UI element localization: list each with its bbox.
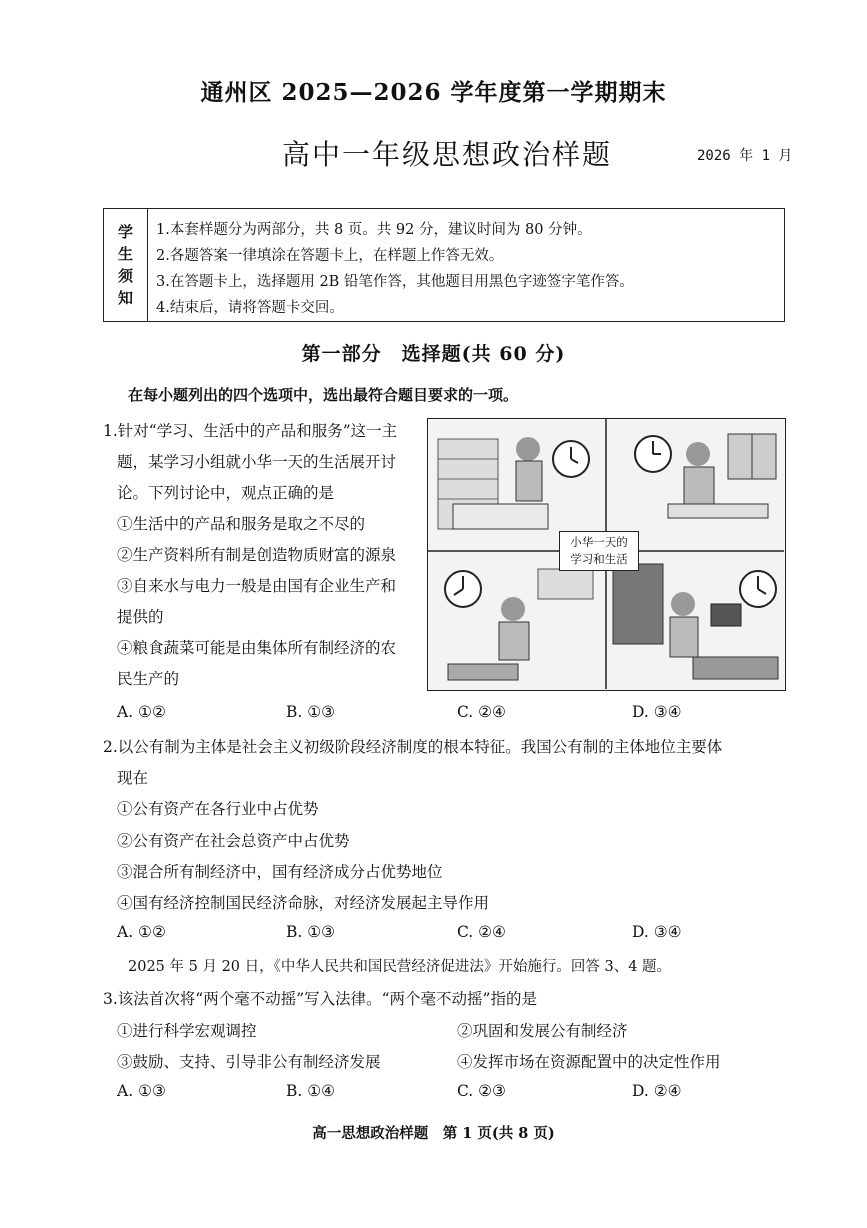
q1-choice: ①生活中的产品和服务是取之不尽的 — [117, 515, 366, 533]
notice-label-char: 生 — [117, 245, 133, 263]
q2-stem-line: 2.以公有制为主体是社会主义初级阶段经济制度的根本特征。我国公有制的主体地位主要体 — [103, 738, 723, 756]
q3-4-stem: 2025 年 5 月 20 日，《中华人民共和国民营经济促进法》开始施行。回答 3、4 题。 — [128, 959, 672, 975]
q2-option-d: D. ③④ — [632, 923, 682, 941]
q1-choice: ③自来水与电力一般是由国有企业生产和 — [117, 577, 397, 595]
q2-choice: ②公有资产在社会总资产中占优势 — [117, 832, 350, 850]
q3-option-c: C. ②③ — [457, 1082, 506, 1100]
q1-stem-line: 论。下列讨论中，观点正确的是 — [117, 484, 335, 502]
q1-option-c: C. ②④ — [457, 703, 506, 721]
q2-option-c: C. ②④ — [457, 923, 506, 941]
q1-option-b: B. ①③ — [286, 703, 336, 721]
notice-label — [104, 209, 148, 321]
illustration-caption — [559, 531, 639, 571]
notice-item: 1.本套样题分为两部分，共 8 页。共 92 分，建议时间为 80 分钟。 — [156, 222, 592, 238]
exam-title: 通州区 2025—2026 学年度第一学期期末 — [200, 79, 667, 106]
q3-option-d: D. ②④ — [632, 1082, 682, 1100]
caption-line: 小华一天的 — [570, 535, 628, 549]
q1-choice: 提供的 — [117, 608, 164, 626]
exam-subtitle: 高中一年级思想政治样题 — [282, 138, 613, 171]
caption-line: 学习和生活 — [570, 552, 628, 566]
q2-choice: ①公有资产在各行业中占优势 — [117, 800, 319, 818]
q3-option-b: B. ①④ — [286, 1082, 336, 1100]
student-notice-box — [103, 208, 785, 322]
q1-option-a: A. ①② — [117, 703, 166, 721]
notice-label-char: 须 — [117, 267, 133, 285]
q2-choice: ④国有经济控制国民经济命脉，对经济发展起主导作用 — [117, 894, 490, 912]
notice-label-char: 学 — [117, 223, 133, 241]
q2-option-b: B. ①③ — [286, 923, 336, 941]
notice-items — [156, 217, 778, 321]
q1-choice: 民生产的 — [117, 670, 180, 688]
q1-option-d: D. ③④ — [632, 703, 682, 721]
q1-illustration — [427, 418, 786, 691]
q1-choice: ④粮食蔬菜可能是由集体所有制经济的农 — [117, 639, 397, 657]
notice-item: 2.各题答案一律填涂在答题卡上，在样题上作答无效。 — [156, 248, 504, 264]
q2-choice: ③混合所有制经济中，国有经济成分占优势地位 — [117, 863, 443, 881]
q1-stem-line: 题，某学习小组就小华一天的生活展开讨 — [117, 453, 397, 471]
q3-choice: ①进行科学宏观调控 — [117, 1022, 257, 1040]
section-instruction: 在每小题列出的四个选项中，选出最符合题目要求的一项。 — [128, 386, 519, 404]
notice-item: 4.结束后，请将答题卡交回。 — [156, 300, 344, 316]
q3-choice: ④发挥市场在资源配置中的决定性作用 — [457, 1053, 721, 1071]
q2-stem-line: 现在 — [117, 769, 149, 787]
q3-choice: ③鼓励、支持、引导非公有制经济发展 — [117, 1053, 381, 1071]
notice-label-char: 知 — [117, 289, 133, 307]
q3-stem-line: 3.该法首次将“两个毫不动摇”写入法律。“两个毫不动摇”指的是 — [103, 990, 537, 1008]
q1-stem-line: 1.针对“学习、生活中的产品和服务”这一主 — [103, 422, 398, 440]
notice-item: 3.在答题卡上，选择题用 2B 铅笔作答，其他题目用黑色字迹签字笔作答。 — [156, 274, 634, 290]
exam-date: 2026 年 1 月 — [697, 148, 793, 164]
q1-choice: ②生产资料所有制是创造物质财富的源泉 — [117, 546, 397, 564]
q2-option-a: A. ①② — [117, 923, 166, 941]
section-title: 第一部分 选择题(共 60 分) — [301, 343, 566, 365]
q3-choice: ②巩固和发展公有制经济 — [457, 1022, 628, 1040]
page-footer: 高一思想政治样题 第 1 页(共 8 页) — [312, 1125, 555, 1142]
q3-option-a: A. ①③ — [117, 1082, 166, 1100]
